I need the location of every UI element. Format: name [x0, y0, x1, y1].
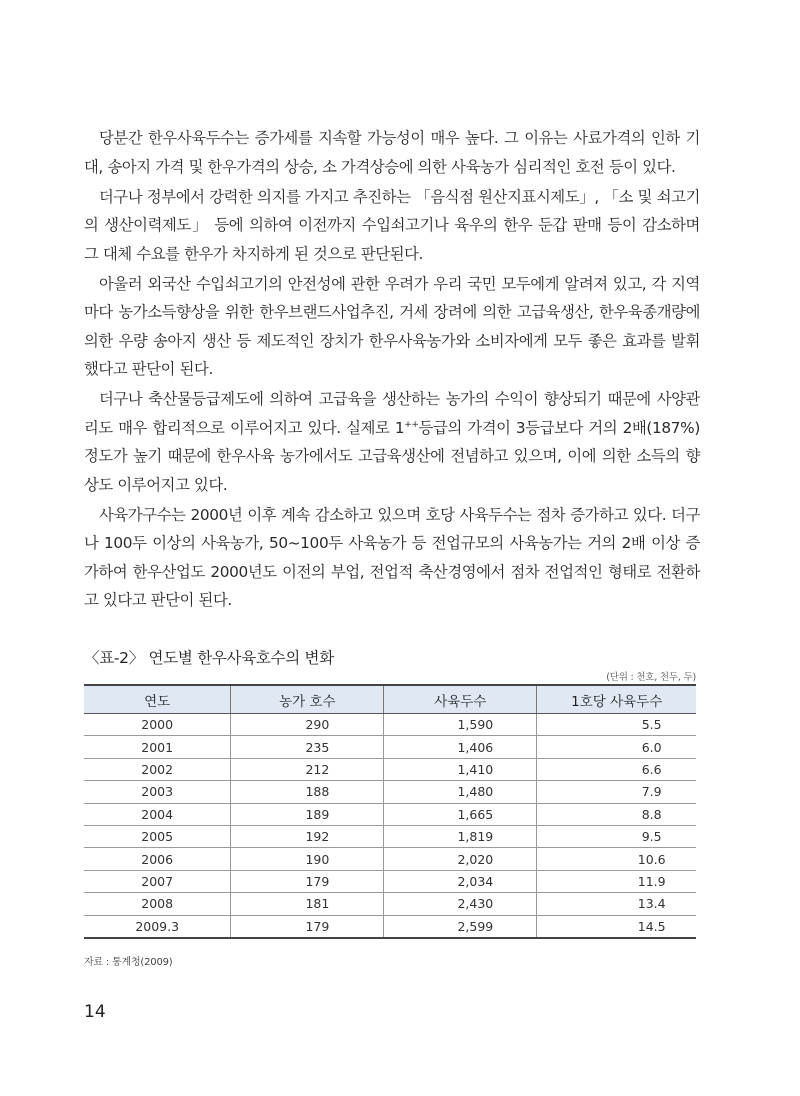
cell-year: 2007 — [84, 870, 231, 892]
cell-head-count: 2,034 — [384, 870, 537, 892]
cell-farms: 179 — [231, 915, 384, 938]
cell-head-count: 1,819 — [384, 825, 537, 847]
grade-superscript: ++ — [404, 419, 419, 430]
cell-per-farm: 13.4 — [537, 893, 696, 915]
cell-head-count: 1,410 — [384, 758, 537, 780]
paragraph: 아울러 외국산 수입쇠고기의 안전성에 관한 우려가 우리 국민 모두에게 알려져 있고, 각 지역마다 농가소득향상을 위한 한우브랜드사업추진, 거세 장려에 의한 고급육생산, 한우육종개량에 의한 우량 송아지 생산 등 제도적인 장치가 한우사육농가와 소비자에게 모두 좋은 효과를 발휘했다고 판단이 된다. — [84, 274, 700, 378]
paragraph — [84, 385, 700, 499]
cell-per-farm: 8.8 — [537, 803, 696, 825]
cell-head-count: 2,020 — [384, 848, 537, 870]
cell-per-farm: 14.5 — [537, 915, 696, 938]
cell-year: 2000 — [84, 714, 231, 736]
cell-year: 2004 — [84, 803, 231, 825]
paragraph: 당분간 한우사육두수는 증가세를 지속할 가능성이 매우 높다. 그 이유는 사료가격의 인하 기대, 송아지 가격 및 한우가격의 상승, 소 가격상승에 의한 사육농가 심리적인 호전 등이 있다. — [84, 129, 700, 176]
table-row — [84, 781, 696, 803]
cell-head-count: 1,480 — [384, 781, 537, 803]
cell-per-farm: 5.5 — [537, 714, 696, 736]
table-row — [84, 915, 696, 938]
table-row — [84, 870, 696, 892]
cell-year: 2006 — [84, 848, 231, 870]
cell-head-count: 2,599 — [384, 915, 537, 938]
table-header-row — [84, 685, 696, 714]
unit-note: (단위 : 천호, 천두, 두) — [606, 672, 696, 683]
cell-per-farm: 9.5 — [537, 825, 696, 847]
cell-per-farm: 6.0 — [537, 736, 696, 758]
paragraph: 사육가구수는 2000년 이후 계속 감소하고 있으며 호당 사육두수는 점차 증가하고 있다. 더구나 100두 이상의 사육농가, 50~100두 사육농가 등 전업규모의 사육농가는 거의 2배 이상 증가하여 한우산업도 2000년도 이전의 부업, 전업적 축산경영에서 점차 전업적인 형태로 전환하고 있다고 판단이 된다. — [84, 505, 700, 609]
cell-head-count: 1,665 — [384, 803, 537, 825]
header-farms: 농가 호수 — [231, 685, 384, 714]
table-title: 〈표-2〉 연도별 한우사육호수의 변화 — [84, 649, 334, 667]
cell-farms: 190 — [231, 848, 384, 870]
cell-farms: 192 — [231, 825, 384, 847]
cell-per-farm: 6.6 — [537, 758, 696, 780]
paragraph-text: 더구나 축산물등급제도에 의하여 고급육을 생산하는 농가의 수익이 향상되기 때문에 사양관리도 매우 합리적으로 이루어지고 있다. 실제로 1 — [84, 390, 700, 437]
table-row — [84, 803, 696, 825]
cell-farms: 212 — [231, 758, 384, 780]
body-text — [84, 124, 700, 616]
cell-year: 2002 — [84, 758, 231, 780]
cell-farms: 181 — [231, 893, 384, 915]
cell-head-count: 1,590 — [384, 714, 537, 736]
cell-per-farm: 10.6 — [537, 848, 696, 870]
cell-year: 2005 — [84, 825, 231, 847]
page-number: 14 — [84, 1002, 106, 1022]
cell-farms: 235 — [231, 736, 384, 758]
table-row — [84, 714, 696, 736]
cell-year: 2009.3 — [84, 915, 231, 938]
cell-per-farm: 7.9 — [537, 781, 696, 803]
table-row — [84, 758, 696, 780]
cell-year: 2001 — [84, 736, 231, 758]
table-row — [84, 848, 696, 870]
cell-farms: 290 — [231, 714, 384, 736]
paragraph-text: 등급의 가격이 3등급보다 거의 2배(187%) 정도가 높기 때문에 한우사육 농가에서도 고급육생산에 전념하고 있으며, 이에 의한 소득의 향상도 이루어지고 있다. — [84, 418, 700, 494]
table-row — [84, 893, 696, 915]
cell-head-count: 2,430 — [384, 893, 537, 915]
cell-head-count: 1,406 — [384, 736, 537, 758]
cell-year: 2003 — [84, 781, 231, 803]
cell-farms: 188 — [231, 781, 384, 803]
cell-farms: 189 — [231, 803, 384, 825]
table-row — [84, 825, 696, 847]
table-row — [84, 736, 696, 758]
cell-farms: 179 — [231, 870, 384, 892]
header-year: 연도 — [84, 685, 231, 714]
header-per-farm: 1호당 사육두수 — [537, 685, 696, 714]
cell-per-farm: 11.9 — [537, 870, 696, 892]
cell-year: 2008 — [84, 893, 231, 915]
data-table — [84, 684, 696, 939]
source-note: 자료 : 통계청(2009) — [84, 957, 173, 968]
paragraph: 더구나 정부에서 강력한 의지를 가지고 추진하는 「음식점 원산지표시제도」, 「소 및 쇠고기의 생산이력제도」 등에 의하여 이전까지 수입쇠고기나 육우의 한우 둔갑 판매 등이 감소하며 그 대체 수요를 한우가 차지하게 된 것으로 판단된다. — [84, 187, 700, 263]
header-head-count: 사육두수 — [384, 685, 537, 714]
